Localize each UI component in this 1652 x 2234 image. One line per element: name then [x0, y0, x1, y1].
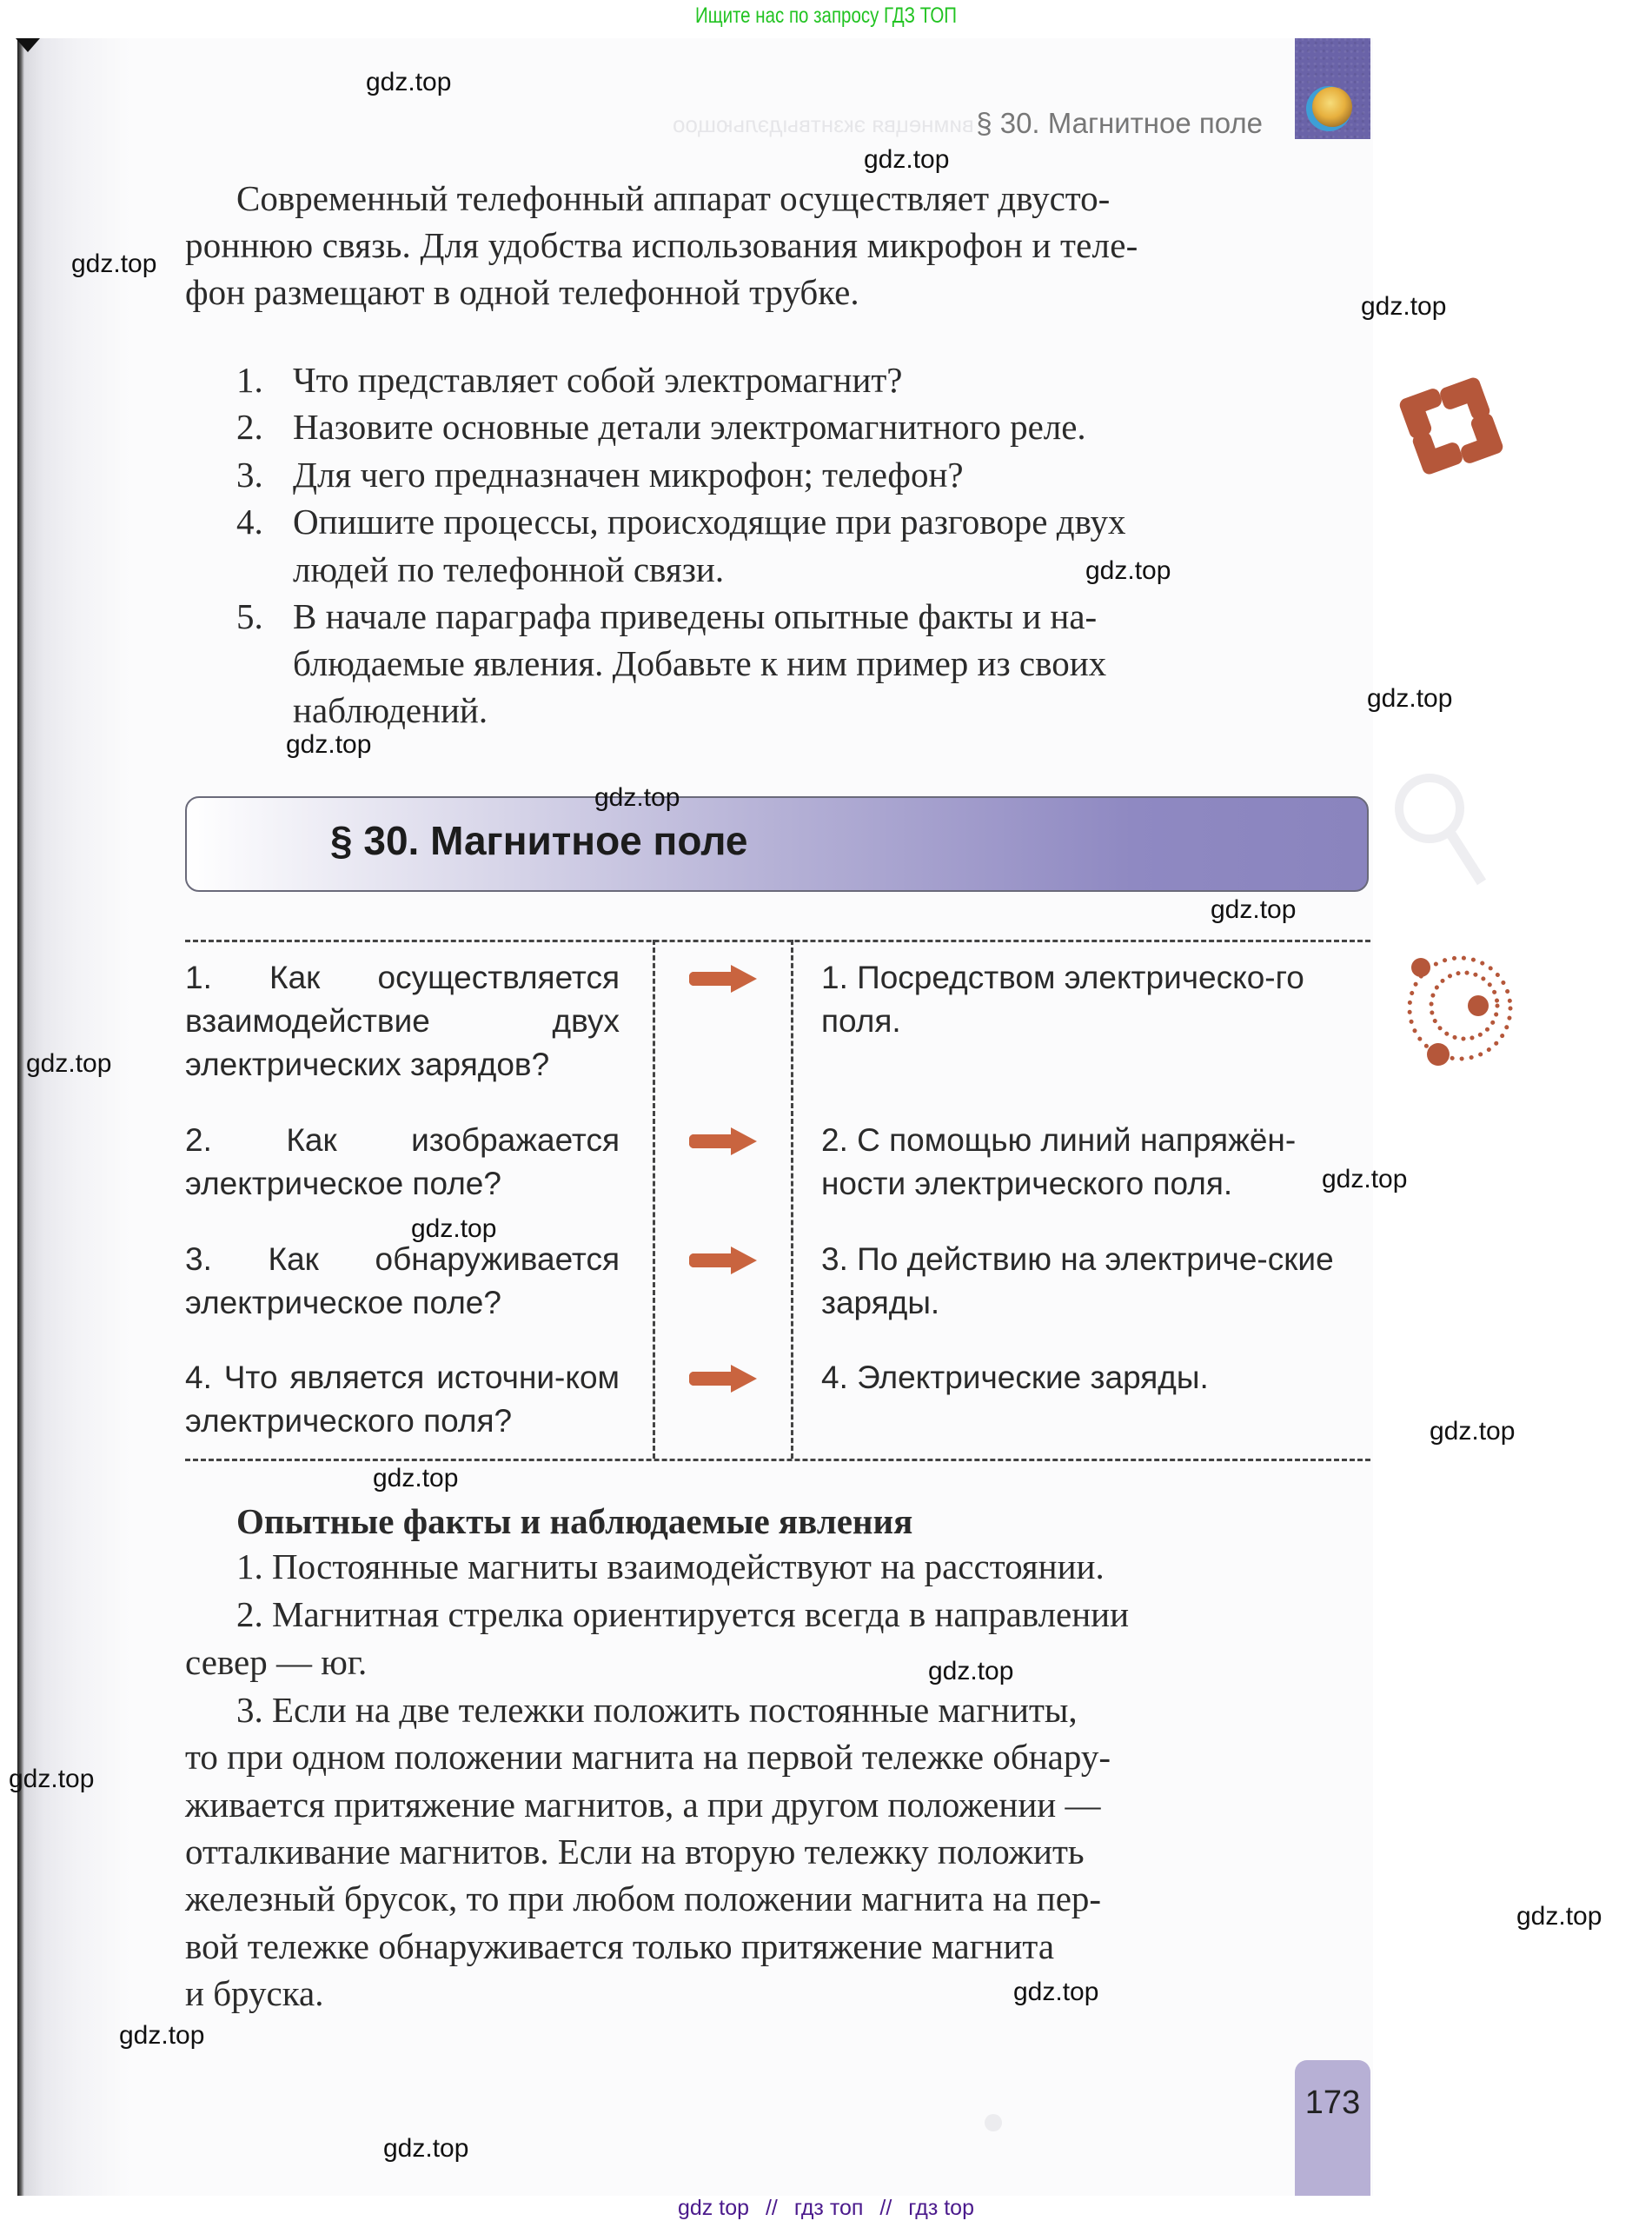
question-number: 1.: [236, 360, 263, 400]
question-number: 2.: [236, 407, 263, 447]
table-answer: 2. С помощью линий напряжён-ности электрического поля.: [821, 1122, 1297, 1201]
question-text: людей по телефонной связи.: [293, 549, 725, 589]
table-top-border: [185, 940, 1370, 942]
top-search-banner: Ищите нас по запросу ГДЗ ТОП: [694, 3, 958, 28]
watermark: gdz.top: [1322, 1165, 1408, 1193]
footer-link[interactable]: gdz top: [678, 2196, 750, 2220]
bleed-through-dot: [985, 2114, 1002, 2131]
paragraph-line: роннюю связь. Для удобства использования микрофон и теле-: [185, 225, 1138, 265]
fact-line: железный брусок, то при любом положении магнита на пер-: [185, 1878, 1102, 1918]
binding-corner: [16, 38, 40, 52]
watermark: gdz.top: [286, 730, 372, 759]
watermark: gdz.top: [594, 783, 680, 812]
page-number: 173: [1304, 2084, 1361, 2121]
fact-line: и бруска.: [185, 1973, 324, 2013]
footer-separator: //: [765, 2196, 778, 2220]
fact-line: живается притяжение магнитов, а при другом положении —: [185, 1785, 1101, 1825]
fact-line: 1. Постоянные магниты взаимодействуют на расстоянии.: [236, 1546, 1105, 1586]
watermark: gdz.top: [1085, 556, 1171, 585]
paragraph-line: фон размещают в одной телефонной трубке.: [185, 272, 859, 312]
table-question: 1. Как осуществляется взаимодействие двух электрических зарядов?: [185, 960, 620, 1082]
watermark: gdz.top: [383, 2134, 469, 2163]
question-text: Для чего предназначен микрофон; телефон?: [293, 455, 964, 495]
question-text: наблюдений.: [293, 690, 488, 730]
question-text: блюдаемые явления. Добавьте к ним пример из своих: [293, 643, 1107, 683]
arrow-right-icon: [689, 1127, 759, 1155]
watermark: gdz.top: [411, 1214, 497, 1243]
table-question: 4. Что является источни-ком электрического поля?: [185, 1360, 620, 1439]
table-answer: 1. Посредством электрическо-го поля.: [821, 960, 1304, 1039]
watermark: gdz.top: [928, 1657, 1014, 1685]
book-binding-shadow: [17, 38, 130, 2196]
fact-line: север — юг.: [185, 1642, 368, 1682]
table-column-divider: [791, 940, 793, 1459]
table-question: 3. Как обнаруживается электрическое поле?: [185, 1241, 620, 1320]
table-answer: 4. Электрические заряды.: [821, 1360, 1209, 1395]
question-text: В начале параграфа приведены опытные факты и на-: [293, 596, 1098, 636]
watermark: gdz.top: [26, 1049, 112, 1078]
table-question: 2. Как изображается электрическое поле?: [185, 1122, 620, 1201]
watermark: gdz.top: [1430, 1417, 1516, 1446]
watermark: gdz.top: [119, 2021, 205, 2050]
watermark: gdz.top: [373, 1464, 459, 1493]
question-number: 3.: [236, 455, 263, 495]
fact-line: 3. Если на две тележки положить постоянные магниты,: [236, 1690, 1078, 1730]
watermark: gdz.top: [1013, 1978, 1099, 2006]
page-number-tab: [1295, 2060, 1370, 2196]
arrow-right-icon: [689, 965, 759, 993]
footer-separator: //: [879, 2196, 892, 2220]
question-text: Опишите процессы, происходящие при разговоре двух: [293, 502, 1126, 542]
table-answer: 3. По действию на электриче-ские заряды.: [821, 1241, 1334, 1320]
watermark: gdz.top: [1211, 895, 1297, 924]
question-text: Что представляет собой электромагнит?: [293, 360, 903, 400]
paragraph-line: Современный телефонный аппарат осуществляет двусто-: [236, 178, 1111, 218]
facts-subtitle: Опытные факты и наблюдаемые явления: [236, 1501, 913, 1541]
table-column-divider: [653, 940, 655, 1459]
globe-icon: [1312, 87, 1352, 127]
watermark: gdz.top: [864, 145, 950, 174]
section-title: § 30. Магнитное поле: [330, 818, 748, 863]
watermark: gdz.top: [1516, 1902, 1602, 1931]
watermark: gdz.top: [71, 249, 157, 278]
watermark: gdz.top: [366, 68, 452, 96]
fact-line: вой тележке обнаруживается только притяжение магнита: [185, 1926, 1055, 1966]
watermark: gdz.top: [1361, 292, 1447, 321]
orbit-dots-icon: [1395, 943, 1525, 1074]
watermark: gdz.top: [9, 1765, 95, 1793]
fact-line: 2. Магнитная стрелка ориентируется всегда в направлении: [236, 1594, 1130, 1634]
question-number: 4.: [236, 502, 263, 542]
footer-links: [0, 2196, 1652, 2221]
magnifier-ghost-icon: [1386, 761, 1490, 891]
watermark: gdz.top: [1367, 684, 1453, 713]
fact-line: то при одном положении магнита на первой тележке обнару-: [185, 1737, 1111, 1777]
question-text: Назовите основные детали электромагнитного реле.: [293, 407, 1086, 447]
corners-icon: [1390, 365, 1512, 487]
running-header-title: § 30. Магнитное поле: [976, 107, 1263, 139]
arrow-right-icon: [689, 1247, 759, 1274]
fact-line: отталкивание магнитов. Если на вторую тележку положить: [185, 1832, 1085, 1872]
table-bottom-border: [185, 1459, 1370, 1461]
footer-link[interactable]: гдз топ: [793, 2196, 864, 2220]
question-number: 5.: [236, 596, 263, 636]
bleed-through-text: вимнецвя экзнтвыдэльющоо: [673, 111, 974, 137]
arrow-right-icon: [689, 1365, 759, 1393]
footer-link[interactable]: гдз top: [908, 2196, 974, 2220]
